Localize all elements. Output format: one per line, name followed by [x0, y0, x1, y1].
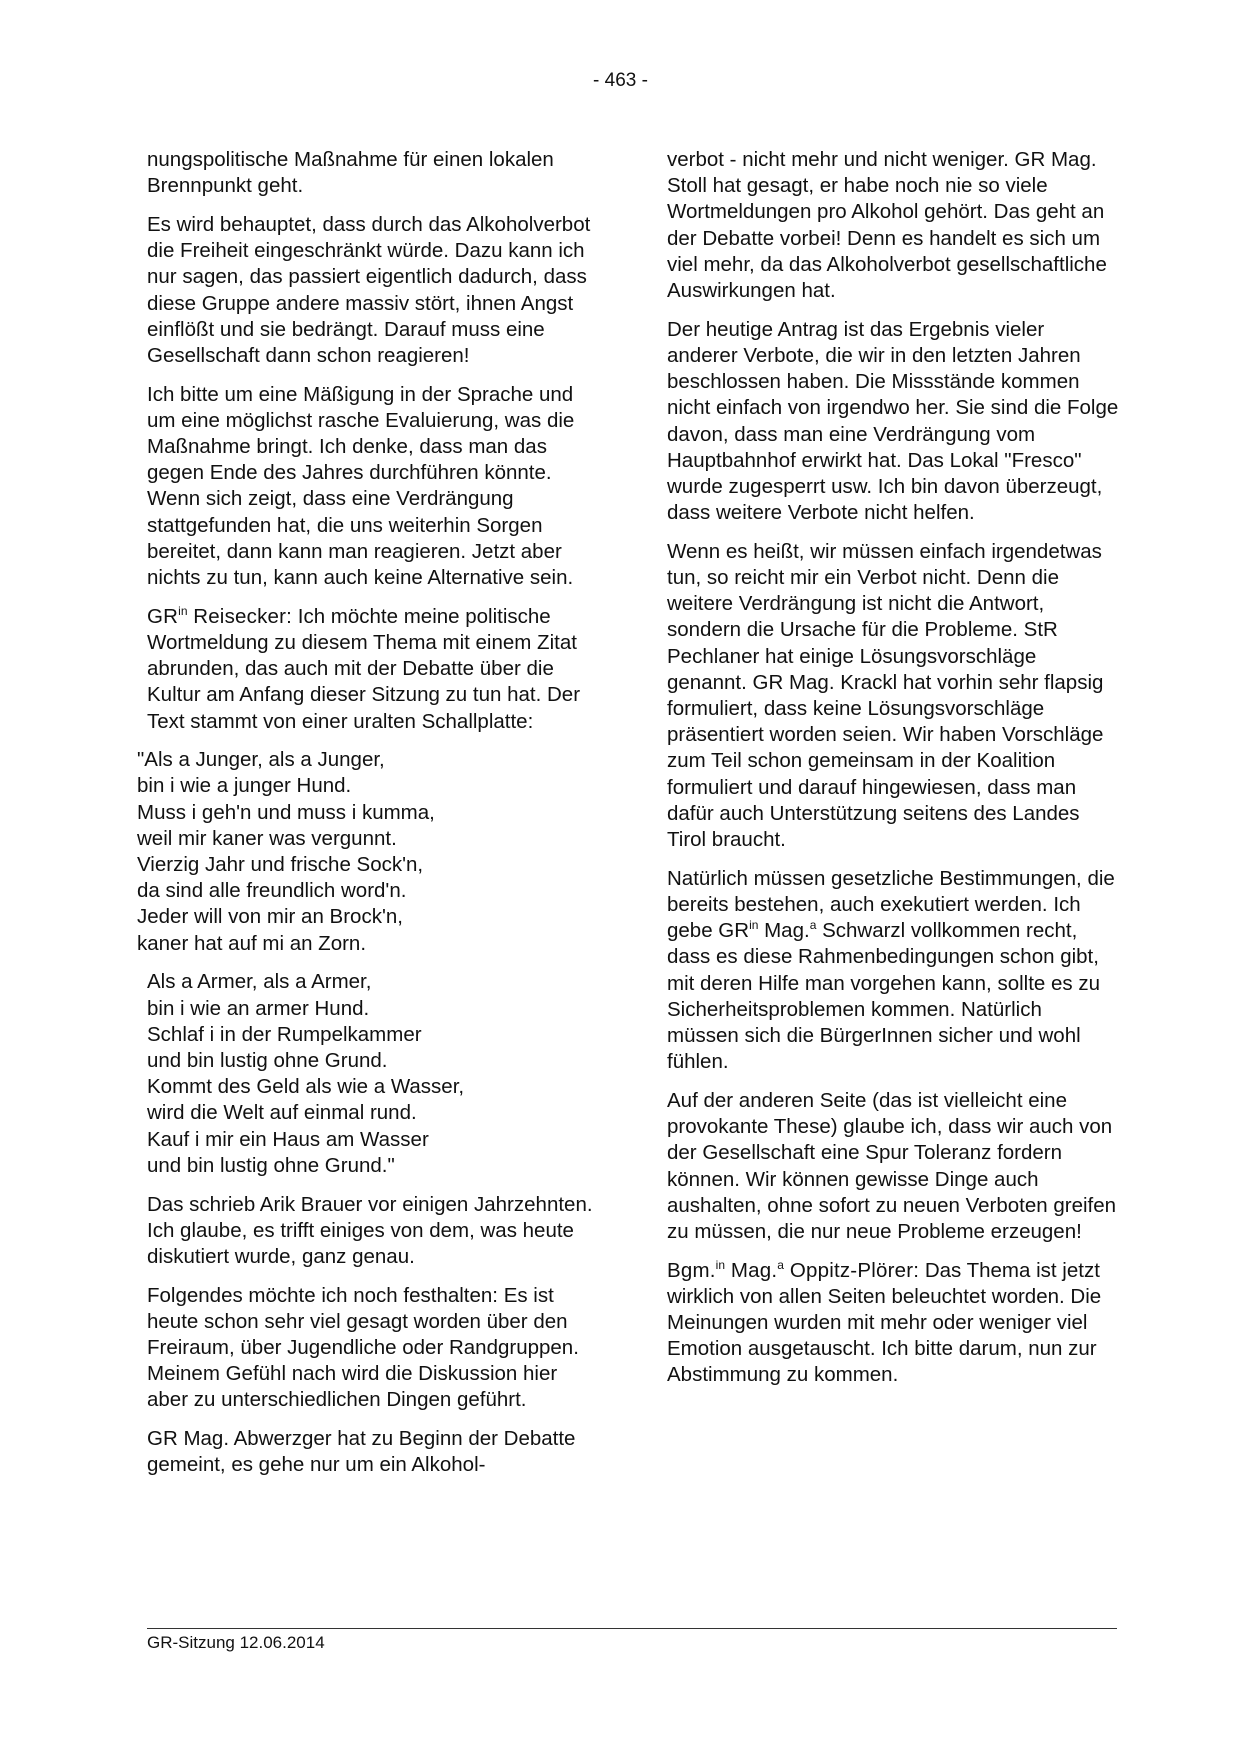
paragraph: nungspolitische Maßnahme für einen lokalen Brennpunkt geht. — [147, 148, 554, 198]
paragraph: verbot - nicht mehr und nicht weniger. GR Mag. Stoll hat gesagt, er habe noch nie so viele Wortmeldungen pro Alkohol gehört. Das geht an der Debatte vorbei! Denn es handelt es sich um viel mehr, da das Alkoholverbot gesellschaftliche Auswirkungen hat. — [667, 148, 1107, 303]
paragraph: Der heutige Antrag ist das Ergebnis vieler anderer Verbote, die wir in den letzten Jahren beschlossen haben. Die Missstände kommen nicht einfach von irgendwo her. Sie sind die Folge davon, dass man eine Verdrängung vom Hauptbahnhof erwirkt hat. Das Lokal "Fresco" wurde zugesperrt usw. Ich bin davon überzeugt, dass weitere Verbote nicht helfen. — [667, 317, 1119, 525]
paragraph: Auf der anderen Seite (das ist vielleicht eine provokante These) glaube ich, dass wir auch von der Gesellschaft eine Spur Toleranz fordern können. Wir können gewisse Dinge auch aushalten, ohne sofort zu neuen Verboten greifen zu müssen, die nur neue Probleme erzeugen! — [667, 1088, 1117, 1243]
page-number: - 463 - — [593, 70, 648, 91]
song-verse: Als a Armer, als a Armer, bin i wie an armer Hund. Schlaf i in der Rumpelkammer und bin lustig ohne Grund. Kommt des Geld als wie a Wasser, wird die Welt auf einmal rund. Kauf i mir ein Haus am Wasser und bin lustig ohne Grund." — [147, 970, 465, 1177]
speaker-title-suffix: in — [178, 603, 188, 618]
footer-divider — [147, 1628, 1117, 1629]
paragraph: Das schrieb Arik Brauer vor einigen Jahrzehnten. Ich glaube, es trifft einiges von dem, was heute diskutiert wurde, ganz genau. — [147, 1192, 593, 1268]
speech-text: Das Thema ist jetzt wirklich von allen Seiten beleuchtet worden. Die Meinungen wurden mit mehr oder weniger viel Emotion ausgetauscht. Ich bitte darum, nun zur Abstimmung zu kommen. — [667, 1258, 1102, 1387]
speaker-name: Oppitz-Plörer: — [783, 1258, 920, 1282]
speech-text: Ich möchte meine politische Wortmeldung zu diesem Thema mit einem Zitat abrunden, das auch mit der Debatte über die Kultur am Anfang dieser Sitzung zu tun hat. Der Text stammt von einer uralten Schallplatte: — [147, 604, 581, 733]
paragraph-text: Natürlich müssen gesetzliche Bestimmungen, die bereits bestehen, auch exekutiert werden. Ich gebe GR — [667, 866, 1115, 943]
paragraph: Folgendes möchte ich noch festhalten: Es ist heute schon sehr viel gesagt worden über den Freiraum, über Jugendliche oder Randgruppen. Meinem Gefühl nach wird die Diskussion hier aber zu unterschiedlichen Dingen geführt. — [147, 1283, 579, 1412]
paragraph — [667, 866, 1119, 1076]
speaker-name: Reisecker: — [193, 604, 293, 628]
speaker-title: Mag. — [725, 1258, 778, 1282]
footer-session-date: GR-Sitzung 12.06.2014 — [147, 1633, 325, 1652]
speaker-title: Bgm. — [667, 1258, 716, 1282]
speaker-title: GR — [147, 604, 179, 628]
paragraph-text: Schwarzl vollkommen recht, dass es diese Rahmenbedingungen schon gibt, mit deren Hilfe man vorgehen kann, sollte es zu Sicherheitsproblemen kommen. Natürlich müssen sich die BürgerInnen sicher und wohl fühlen. — [667, 919, 1101, 1074]
right-column — [667, 147, 1119, 1401]
paragraph: Wenn es heißt, wir müssen einfach irgendetwas tun, so reicht mir ein Verbot nicht. Denn die weitere Verdrängung ist nicht die Antwort, sondern die Ursache für die Probleme. StR Pechlaner hat einige Lösungsvorschläge genannt. GR Mag. Krackl hat vorhin sehr flapsig formuliert, dass keine Lösungsvorschläge präsentiert worden seien. Wir haben Vorschläge zum Teil schon gemeinsam in der Koalition formuliert und darauf hingewiesen, dass man dafür auch Unterstützung seitens des Landes Tirol braucht. — [667, 539, 1104, 852]
paragraph: Es wird behauptet, dass durch das Alkoholverbot die Freiheit eingeschränkt würde. Dazu kann ich nur sagen, das passiert eigentlich dadurch, dass diese Gruppe andere massiv stört, ihnen Angst einflößt und sie bedrängt. Darauf muss eine Gesellschaft dann schon reagieren! — [147, 212, 591, 367]
left-column — [137, 147, 599, 1491]
speaker-title-suffix: a — [777, 1257, 784, 1272]
speaker-title-suffix: in — [715, 1257, 725, 1272]
speech-paragraph — [147, 604, 599, 735]
paragraph-text: Mag. — [758, 919, 810, 943]
song-verse: "Als a Junger, als a Junger, bin i wie a junger Hund. Muss i geh'n und muss i kumma, weil mir kaner was vergunnt. Vierzig Jahr und frische Sock'n, da sind alle freundlich word'n. Jeder will von mir an Brock'n, kaner hat auf mi an Zorn. — [137, 748, 435, 955]
paragraph: GR Mag. Abwerzger hat zu Beginn der Debatte gemeint, es gehe nur um ein Alkohol- — [147, 1427, 576, 1477]
title-suffix: a — [809, 918, 817, 933]
title-suffix: in — [749, 918, 759, 933]
paragraph: Ich bitte um eine Mäßigung in der Sprache und um eine möglichst rasche Evaluierung, was die Maßnahme bringt. Ich denke, dass man das gegen Ende des Jahres durchführen könnte. Wenn sich zeigt, dass eine Verdrängung stattgefunden hat, die uns weiterhin Sorgen bereitet, dann kann man reagieren. Jetzt aber nichts zu tun, kann auch keine Alternative sein. — [147, 382, 575, 590]
speech-paragraph — [667, 1258, 1119, 1389]
